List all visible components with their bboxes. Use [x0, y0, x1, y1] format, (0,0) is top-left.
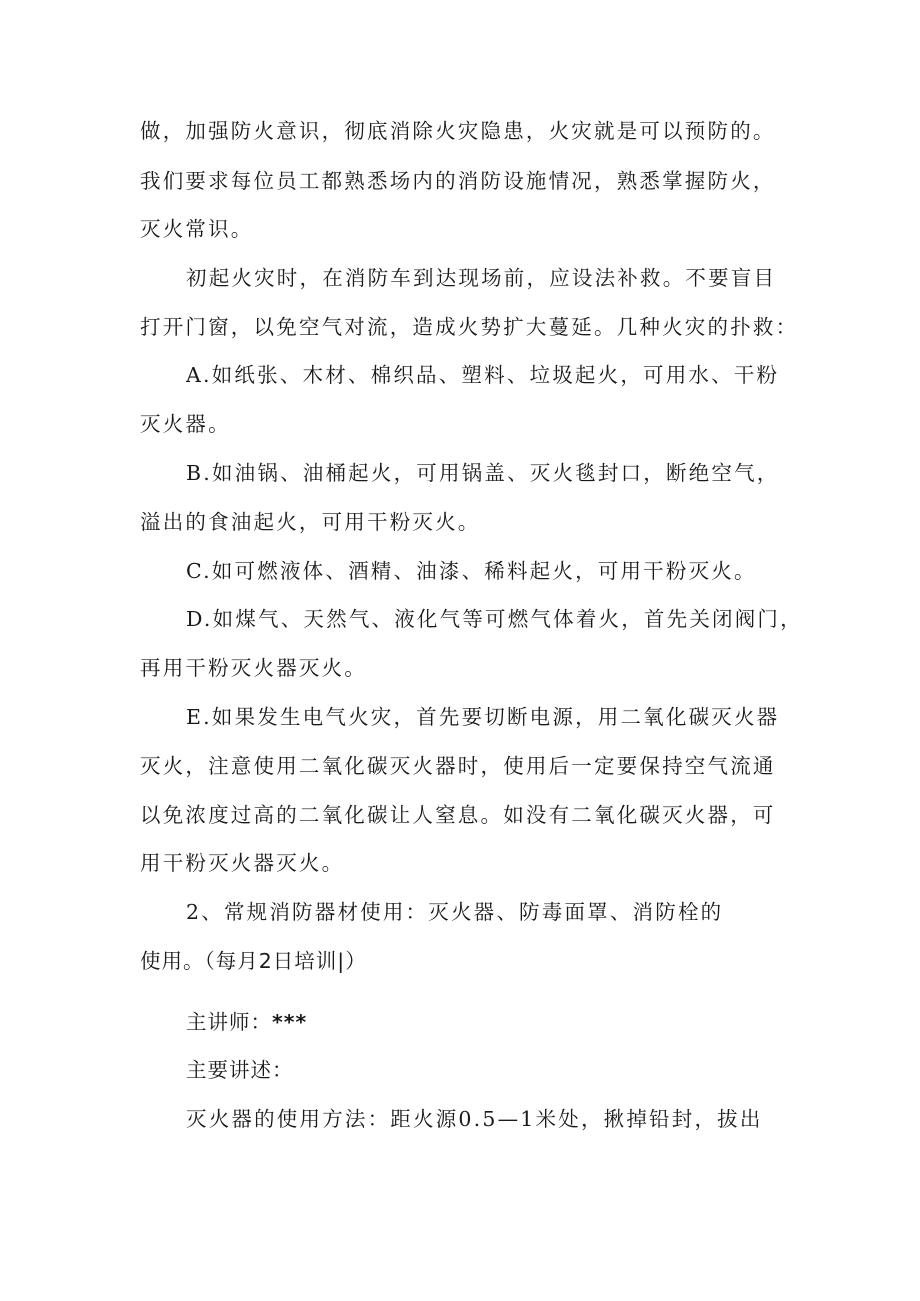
lecturer-label: 主讲师： — [186, 1010, 272, 1034]
text-line: 灭火，注意使用二氧化碳灭火器时，使用后一定要保持空气流通 — [140, 754, 776, 778]
text-line: 以免浓度过高的二氧化碳让人窒息。如没有二氧化碳灭火器，可 — [140, 803, 776, 827]
text-line: 灭火器的使用方法：距火源0.5—1米处，揪掉铅封，拔出 — [186, 1107, 763, 1131]
lecturer-name: *** — [272, 1010, 308, 1034]
text-line: 我们要求每位员工都熟悉场内的消防设施情况，熟悉掌握防火， — [140, 169, 776, 193]
text-line: 溢出的食油起火，可用干粉灭火。 — [140, 510, 481, 534]
text-line: 灭火常识。 — [140, 217, 254, 241]
text-line: B.如油锅、油桶起火，可用锅盖、灭火毯封口，断绝空气， — [186, 461, 780, 485]
text-line: 用干粉灭火器灭火。 — [140, 851, 345, 875]
text-line: 打开门窗，以免空气对流，造成火势扩大蔓延。几种火灾的扑救： — [140, 315, 799, 339]
text-line: 做，加强防火意识，彻底消除火灾隐患，火灾就是可以预防的。 — [140, 119, 776, 143]
text-line: A.如纸张、木材、棉织品、塑料、垃圾起火，可用水、干粉 — [186, 363, 780, 387]
text-line: D.如煤气、天然气、液化气等可燃气体着火，首先关闭阀门， — [186, 607, 803, 631]
text-line: C.如可燃液体、酒精、油漆、稀料起火，可用干粉灭火。 — [186, 559, 757, 583]
text-line: 初起火灾时，在消防车到达现场前，应设法补救。不要盲目 — [186, 266, 777, 290]
text-line: 主要讲述： — [186, 1058, 294, 1082]
text-line: 再用干粉灭火器灭火。 — [140, 656, 367, 680]
text-line: 2、常规消防器材使用：灭火器、防毒面罩、消防栓的 — [186, 900, 724, 924]
lecturer-line — [186, 1007, 806, 1037]
text-line: 使用。（每月2日培训|） — [140, 949, 367, 973]
text-line: 灭火器。 — [140, 412, 231, 436]
text-line: E.如果发生电气火灾，首先要切断电源，用二氧化碳灭火器 — [186, 705, 780, 729]
